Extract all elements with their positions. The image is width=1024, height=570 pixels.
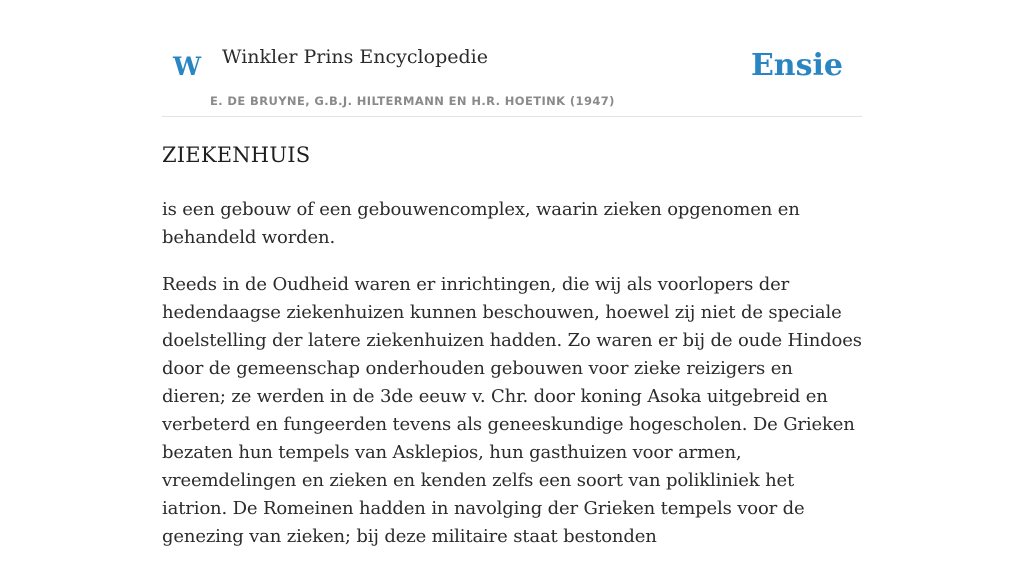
article-paragraph: Reeds in de Oudheid waren er inrichtingen, die wij als voorlopers der hedendaagse ziekenhuizen kunnen beschouwen, hoewel zij niet de speciale doelstelling der latere ziekenhuizen hadden. Zo waren er bij de oude Hindoes door de gemeenschap onderhouden gebouwen voor zieke reizigers en dieren; ze werden in de 3de eeuw v. Chr. door koning Asoka uitgebreid en verbeterd en fungeerden tevens als geneeskundige hogescholen. De Grieken bezaten hun tempels van Asklepios, hun gasthuizen voor armen, vreemdelingen en zieken en kenden zelfs een soort van polikliniek het iatrion. De Romeinen hadden in navolging der Grieken tempels voor de genezing van zieken; bij deze militaire staat bestonden — [162, 274, 862, 547]
winkler-prins-logo[interactable]: W — [173, 52, 202, 81]
article — [162, 140, 862, 570]
site-title[interactable]: Winkler Prins Encyclopedie — [222, 46, 488, 68]
site-header — [162, 38, 862, 117]
authors-line: E. DE BRUYNE, G.B.J. HILTERMANN EN H.R. HOETINK (1947) — [210, 94, 615, 108]
article-paragraph: is een gebouw of een gebouwencomplex, waarin zieken opgenomen en behandeld worden. — [162, 199, 800, 248]
ensie-logo[interactable]: Ensie — [750, 48, 843, 83]
entry-title: ZIEKENHUIS — [162, 143, 311, 167]
